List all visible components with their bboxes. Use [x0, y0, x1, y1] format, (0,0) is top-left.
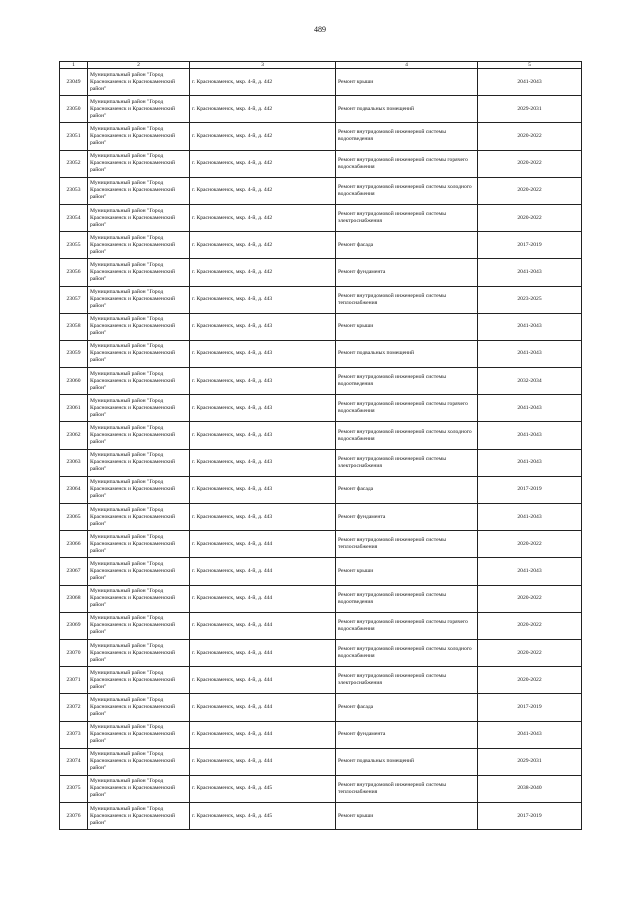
work-type-cell: Ремонт внутридомовой инженерной системы теплоснабжения	[336, 775, 478, 802]
table-row	[60, 803, 582, 830]
header-col-3: 3	[190, 62, 336, 69]
period-cell: 2041-2043	[478, 69, 582, 96]
period-cell: 2041-2043	[478, 422, 582, 449]
table-body	[60, 69, 582, 830]
period-cell: 2020-2022	[478, 123, 582, 150]
municipality-cell: Муниципальный район "Город Краснокаменск и Краснокаменский район"	[88, 558, 190, 585]
municipality-cell: Муниципальный район "Город Краснокаменск и Краснокаменский район"	[88, 204, 190, 231]
row-number: 23068	[60, 585, 88, 612]
address-cell: г. Краснокаменск, мкр. 4-й, д. 444	[190, 667, 336, 694]
work-type-cell: Ремонт внутридомовой инженерной системы электроснабжения	[336, 204, 478, 231]
municipality-cell: Муниципальный район "Город Краснокаменск и Краснокаменский район"	[88, 259, 190, 286]
work-type-cell: Ремонт внутридомовой инженерной системы холодного водоснабжения	[336, 177, 478, 204]
address-cell: г. Краснокаменск, мкр. 4-й, д. 443	[190, 313, 336, 340]
municipality-cell: Муниципальный район "Город Краснокаменск и Краснокаменский район"	[88, 748, 190, 775]
municipality-cell: Муниципальный район "Город Краснокаменск и Краснокаменский район"	[88, 286, 190, 313]
row-number: 23066	[60, 531, 88, 558]
header-col-1: 1	[60, 62, 88, 69]
period-cell: 2032-2034	[478, 368, 582, 395]
period-cell: 2029-2031	[478, 96, 582, 123]
work-type-cell: Ремонт подвальных помещений	[336, 96, 478, 123]
period-cell: 2017-2019	[478, 803, 582, 830]
row-number: 23054	[60, 204, 88, 231]
table-row	[60, 504, 582, 531]
table-row	[60, 585, 582, 612]
row-number: 23070	[60, 639, 88, 666]
municipality-cell: Муниципальный район "Город Краснокаменск и Краснокаменский район"	[88, 395, 190, 422]
work-type-cell: Ремонт внутридомовой инженерной системы горячего водоснабжения	[336, 150, 478, 177]
row-number: 23073	[60, 721, 88, 748]
address-cell: г. Краснокаменск, мкр. 4-й, д. 443	[190, 368, 336, 395]
municipality-cell: Муниципальный район "Город Краснокаменск и Краснокаменский район"	[88, 422, 190, 449]
municipality-cell: Муниципальный район "Город Краснокаменск и Краснокаменский район"	[88, 368, 190, 395]
municipality-cell: Муниципальный район "Город Краснокаменск и Краснокаменский район"	[88, 232, 190, 259]
address-cell: г. Краснокаменск, мкр. 4-й, д. 444	[190, 694, 336, 721]
period-cell: 2038-2040	[478, 775, 582, 802]
table-row	[60, 96, 582, 123]
municipality-cell: Муниципальный район "Город Краснокаменск и Краснокаменский район"	[88, 449, 190, 476]
address-cell: г. Краснокаменск, мкр. 4-й, д. 444	[190, 531, 336, 558]
address-cell: г. Краснокаменск, мкр. 4-й, д. 445	[190, 803, 336, 830]
table-row	[60, 748, 582, 775]
municipality-cell: Муниципальный район "Город Краснокаменск и Краснокаменский район"	[88, 803, 190, 830]
address-cell: г. Краснокаменск, мкр. 4-й, д. 442	[190, 123, 336, 150]
municipality-cell: Муниципальный район "Город Краснокаменск и Краснокаменский район"	[88, 69, 190, 96]
address-cell: г. Краснокаменск, мкр. 4-й, д. 442	[190, 150, 336, 177]
municipality-cell: Муниципальный район "Город Краснокаменск и Краснокаменский район"	[88, 694, 190, 721]
work-type-cell: Ремонт внутридомовой инженерной системы водоотведения	[336, 368, 478, 395]
municipality-cell: Муниципальный район "Город Краснокаменск и Краснокаменский район"	[88, 177, 190, 204]
table-row	[60, 667, 582, 694]
row-number: 23051	[60, 123, 88, 150]
period-cell: 2041-2043	[478, 449, 582, 476]
header-col-5: 5	[478, 62, 582, 69]
municipality-cell: Муниципальный район "Город Краснокаменск и Краснокаменский район"	[88, 476, 190, 503]
period-cell: 2020-2022	[478, 204, 582, 231]
table-row	[60, 775, 582, 802]
address-cell: г. Краснокаменск, мкр. 4-й, д. 444	[190, 558, 336, 585]
municipality-cell: Муниципальный район "Город Краснокаменск и Краснокаменский район"	[88, 585, 190, 612]
address-cell: г. Краснокаменск, мкр. 4-й, д. 442	[190, 259, 336, 286]
work-type-cell: Ремонт внутридомовой инженерной системы теплоснабжения	[336, 286, 478, 313]
address-cell: г. Краснокаменск, мкр. 4-й, д. 443	[190, 504, 336, 531]
row-number: 23050	[60, 96, 88, 123]
address-cell: г. Краснокаменск, мкр. 4-й, д. 444	[190, 639, 336, 666]
table-row	[60, 721, 582, 748]
work-type-cell: Ремонт внутридомовой инженерной системы холодного водоснабжения	[336, 422, 478, 449]
address-cell: г. Краснокаменск, мкр. 4-й, д. 444	[190, 585, 336, 612]
period-cell: 2041-2043	[478, 313, 582, 340]
row-number: 23065	[60, 504, 88, 531]
period-cell: 2041-2043	[478, 395, 582, 422]
address-cell: г. Краснокаменск, мкр. 4-й, д. 443	[190, 476, 336, 503]
municipality-cell: Муниципальный район "Город Краснокаменск и Краснокаменский район"	[88, 612, 190, 639]
period-cell: 2041-2043	[478, 558, 582, 585]
period-cell: 2020-2022	[478, 150, 582, 177]
period-cell: 2041-2043	[478, 721, 582, 748]
municipality-cell: Муниципальный район "Город Краснокаменск и Краснокаменский район"	[88, 721, 190, 748]
row-number: 23049	[60, 69, 88, 96]
header-col-4: 4	[336, 62, 478, 69]
row-number: 23058	[60, 313, 88, 340]
work-type-cell: Ремонт крыши	[336, 69, 478, 96]
work-type-cell: Ремонт внутридомовой инженерной системы холодного водоснабжения	[336, 639, 478, 666]
table-row	[60, 123, 582, 150]
address-cell: г. Краснокаменск, мкр. 4-й, д. 444	[190, 721, 336, 748]
row-number: 23052	[60, 150, 88, 177]
work-type-cell: Ремонт внутридомовой инженерной системы электроснабжения	[336, 449, 478, 476]
row-number: 23055	[60, 232, 88, 259]
municipality-cell: Муниципальный район "Город Краснокаменск и Краснокаменский район"	[88, 504, 190, 531]
row-number: 23067	[60, 558, 88, 585]
period-cell: 2020-2022	[478, 612, 582, 639]
work-type-cell: Ремонт подвальных помещений	[336, 340, 478, 367]
address-cell: г. Краснокаменск, мкр. 4-й, д. 444	[190, 748, 336, 775]
work-type-cell: Ремонт внутридомовой инженерной системы водоотведения	[336, 123, 478, 150]
municipality-cell: Муниципальный район "Город Краснокаменск и Краснокаменский район"	[88, 639, 190, 666]
row-number: 23075	[60, 775, 88, 802]
address-cell: г. Краснокаменск, мкр. 4-й, д. 443	[190, 340, 336, 367]
municipality-cell: Муниципальный район "Город Краснокаменск и Краснокаменский район"	[88, 531, 190, 558]
address-cell: г. Краснокаменск, мкр. 4-й, д. 445	[190, 775, 336, 802]
address-cell: г. Краснокаменск, мкр. 4-й, д. 443	[190, 395, 336, 422]
header-col-2: 2	[88, 62, 190, 69]
table-row	[60, 69, 582, 96]
address-cell: г. Краснокаменск, мкр. 4-й, д. 443	[190, 422, 336, 449]
work-type-cell: Ремонт внутридомовой инженерной системы горячего водоснабжения	[336, 612, 478, 639]
work-type-cell: Ремонт крыши	[336, 313, 478, 340]
work-type-cell: Ремонт внутридомовой инженерной системы водоотведения	[336, 585, 478, 612]
table-row	[60, 558, 582, 585]
table-row	[60, 612, 582, 639]
work-type-cell: Ремонт фасада	[336, 232, 478, 259]
period-cell: 2020-2022	[478, 177, 582, 204]
period-cell: 2020-2022	[478, 585, 582, 612]
period-cell: 2017-2019	[478, 694, 582, 721]
row-number: 23061	[60, 395, 88, 422]
work-type-cell: Ремонт фундамента	[336, 721, 478, 748]
work-type-cell: Ремонт внутридомовой инженерной системы теплоснабжения	[336, 531, 478, 558]
municipality-cell: Муниципальный район "Город Краснокаменск и Краснокаменский район"	[88, 667, 190, 694]
address-cell: г. Краснокаменск, мкр. 4-й, д. 442	[190, 204, 336, 231]
municipality-cell: Муниципальный район "Город Краснокаменск и Краснокаменский район"	[88, 340, 190, 367]
work-type-cell: Ремонт фасада	[336, 694, 478, 721]
work-type-cell: Ремонт внутридомовой инженерной системы электроснабжения	[336, 667, 478, 694]
work-type-cell: Ремонт фасада	[336, 476, 478, 503]
municipality-cell: Муниципальный район "Город Краснокаменск и Краснокаменский район"	[88, 313, 190, 340]
period-cell: 2020-2022	[478, 531, 582, 558]
registry-table	[59, 61, 582, 830]
work-type-cell: Ремонт подвальных помещений	[336, 748, 478, 775]
page-number: 489	[314, 25, 326, 34]
row-number: 23069	[60, 612, 88, 639]
header-row	[60, 62, 582, 69]
table-row	[60, 694, 582, 721]
table-row	[60, 368, 582, 395]
table-row	[60, 476, 582, 503]
address-cell: г. Краснокаменск, мкр. 4-й, д. 442	[190, 177, 336, 204]
table-row	[60, 150, 582, 177]
period-cell: 2023-2025	[478, 286, 582, 313]
row-number: 23056	[60, 259, 88, 286]
address-cell: г. Краснокаменск, мкр. 4-й, д. 442	[190, 69, 336, 96]
address-cell: г. Краснокаменск, мкр. 4-й, д. 444	[190, 612, 336, 639]
table-header	[60, 62, 582, 69]
table-row	[60, 340, 582, 367]
row-number: 23076	[60, 803, 88, 830]
table-row	[60, 639, 582, 666]
work-type-cell: Ремонт фундамента	[336, 504, 478, 531]
row-number: 23071	[60, 667, 88, 694]
work-type-cell: Ремонт крыши	[336, 558, 478, 585]
row-number: 23060	[60, 368, 88, 395]
municipality-cell: Муниципальный район "Город Краснокаменск и Краснокаменский район"	[88, 96, 190, 123]
period-cell: 2041-2043	[478, 259, 582, 286]
table-row	[60, 204, 582, 231]
municipality-cell: Муниципальный район "Город Краснокаменск и Краснокаменский район"	[88, 775, 190, 802]
table-row	[60, 531, 582, 558]
row-number: 23057	[60, 286, 88, 313]
row-number: 23063	[60, 449, 88, 476]
row-number: 23062	[60, 422, 88, 449]
period-cell: 2041-2043	[478, 340, 582, 367]
period-cell: 2029-2031	[478, 748, 582, 775]
address-cell: г. Краснокаменск, мкр. 4-й, д. 443	[190, 286, 336, 313]
period-cell: 2041-2043	[478, 504, 582, 531]
period-cell: 2017-2019	[478, 232, 582, 259]
municipality-cell: Муниципальный район "Город Краснокаменск и Краснокаменский район"	[88, 123, 190, 150]
period-cell: 2020-2022	[478, 667, 582, 694]
table-row	[60, 422, 582, 449]
table-row	[60, 286, 582, 313]
table-row	[60, 449, 582, 476]
table-row	[60, 177, 582, 204]
municipality-cell: Муниципальный район "Город Краснокаменск и Краснокаменский район"	[88, 150, 190, 177]
period-cell: 2017-2019	[478, 476, 582, 503]
table-row	[60, 232, 582, 259]
address-cell: г. Краснокаменск, мкр. 4-й, д. 443	[190, 449, 336, 476]
work-type-cell: Ремонт фундамента	[336, 259, 478, 286]
work-type-cell: Ремонт крыши	[336, 803, 478, 830]
row-number: 23074	[60, 748, 88, 775]
address-cell: г. Краснокаменск, мкр. 4-й, д. 442	[190, 96, 336, 123]
period-cell: 2020-2022	[478, 639, 582, 666]
address-cell: г. Краснокаменск, мкр. 4-й, д. 442	[190, 232, 336, 259]
row-number: 23059	[60, 340, 88, 367]
row-number: 23072	[60, 694, 88, 721]
row-number: 23064	[60, 476, 88, 503]
table-row	[60, 395, 582, 422]
work-type-cell: Ремонт внутридомовой инженерной системы горячего водоснабжения	[336, 395, 478, 422]
row-number: 23053	[60, 177, 88, 204]
table-row	[60, 313, 582, 340]
table-row	[60, 259, 582, 286]
